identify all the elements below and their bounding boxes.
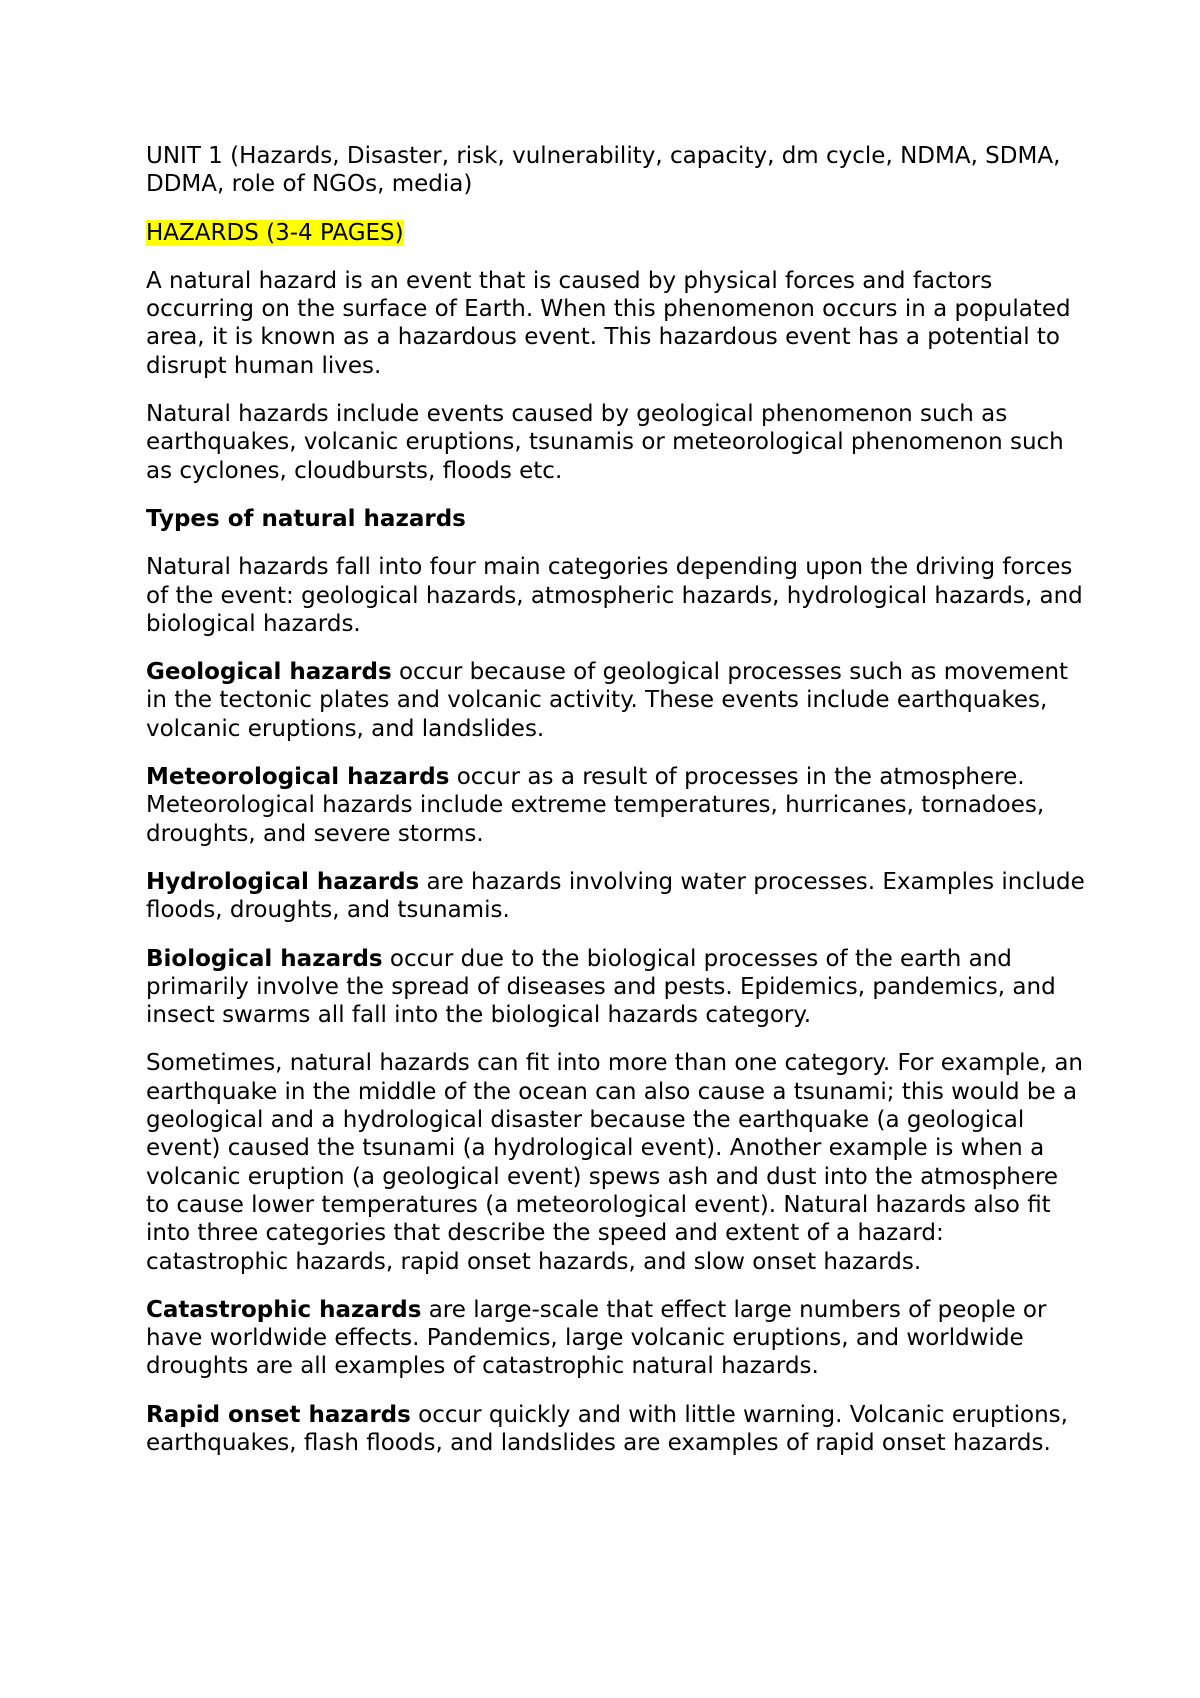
catastrophic-hazards-text: are large-scale that effect large numbers of people or have worldwide effects. Pandemics, large volcanic eruptions, and worldwide droughts are all examples of catastrophic natural hazards. [146,1296,1047,1380]
meteorological-hazards-term: Meteorological hazards [146,764,450,791]
biological-hazards-term: Biological hazards [146,945,383,972]
geological-hazards-text: occur because of geological processes such as movement in the tectonic plates and volcanic activity. These events include earthquakes, volcanic eruptions, and landslides. [146,659,1069,742]
meteorological-hazards-text: occur as a result of processes in the atmosphere. Meteorological hazards include extreme temperatures, hurricanes, tornadoes, droughts, and severe storms. [146,764,1045,847]
meteorological-hazards-paragraph [146,763,1086,848]
types-heading: Types of natural hazards [146,505,466,532]
highlighted-section-heading: HAZARDS (3-4 PAGES) [146,219,404,246]
section-heading-paragraph [146,219,1086,247]
biological-hazards-paragraph [146,945,1086,1030]
overlap-paragraph: Sometimes, natural hazards can fit into more than one category. For example, an earthquake in the middle of the ocean can also cause a tsunami; this would be a geological and a hydrological disaster because the earthquake (a geological event) caused the tsunami (a hydrological event). Another example is when a volcanic eruption (a geological event) spews ash and dust into the atmosphere to cause lower temperatures (a meteorological event). Natural hazards also fit into three categories that describe the speed and extent of a hazard: catastrophic hazards, rapid onset hazards, and slow onset hazards. [146,1050,1084,1275]
catastrophic-hazards-paragraph [146,1296,1086,1381]
hydrological-hazards-text: are hazards involving water processes. Examples include floods, droughts, and tsunamis. [146,868,1085,924]
biological-hazards-text: occur due to the biological processes of the earth and primarily involve the spread of diseases and pests. Epidemics, pandemics, and insect swarms all fall into the biological hazards category. [146,945,1056,1029]
rapid-onset-hazards-term: Rapid onset hazards [146,1401,411,1428]
document-body [146,142,1086,1477]
hydrological-hazards-term: Hydrological hazards [146,868,420,895]
types-intro-paragraph: Natural hazards fall into four main categories depending upon the driving forces of the event: geological hazards, atmospheric hazards, hydrological hazards, and biological hazards. [146,554,1083,637]
types-heading-paragraph [146,505,1086,533]
geological-hazards-paragraph [146,658,1086,743]
catastrophic-hazards-term: Catastrophic hazards [146,1296,422,1323]
unit-heading: UNIT 1 (Hazards, Disaster, risk, vulnerability, capacity, dm cycle, NDMA, SDMA, DDMA, role of NGOs, media) [146,143,1061,198]
hydrological-hazards-paragraph [146,868,1086,925]
geological-hazards-term: Geological hazards [146,659,392,686]
intro-paragraph-2: Natural hazards include events caused by geological phenomenon such as earthquakes, volcanic eruptions, tsunamis or meteorological phenomenon such as cyclones, cloudbursts, floods etc. [146,401,1064,484]
rapid-onset-hazards-paragraph [146,1401,1086,1458]
rapid-onset-hazards-text: occur quickly and with little warning. Volcanic eruptions, earthquakes, flash floods, and landslides are examples of rapid onset hazards. [146,1401,1068,1456]
intro-paragraph-1: A natural hazard is an event that is caused by physical forces and factors occurring on the surface of Earth. When this phenomenon occurs in a populated area, it is known as a hazardous event. This hazardous event has a potential to disrupt human lives. [146,267,1071,379]
